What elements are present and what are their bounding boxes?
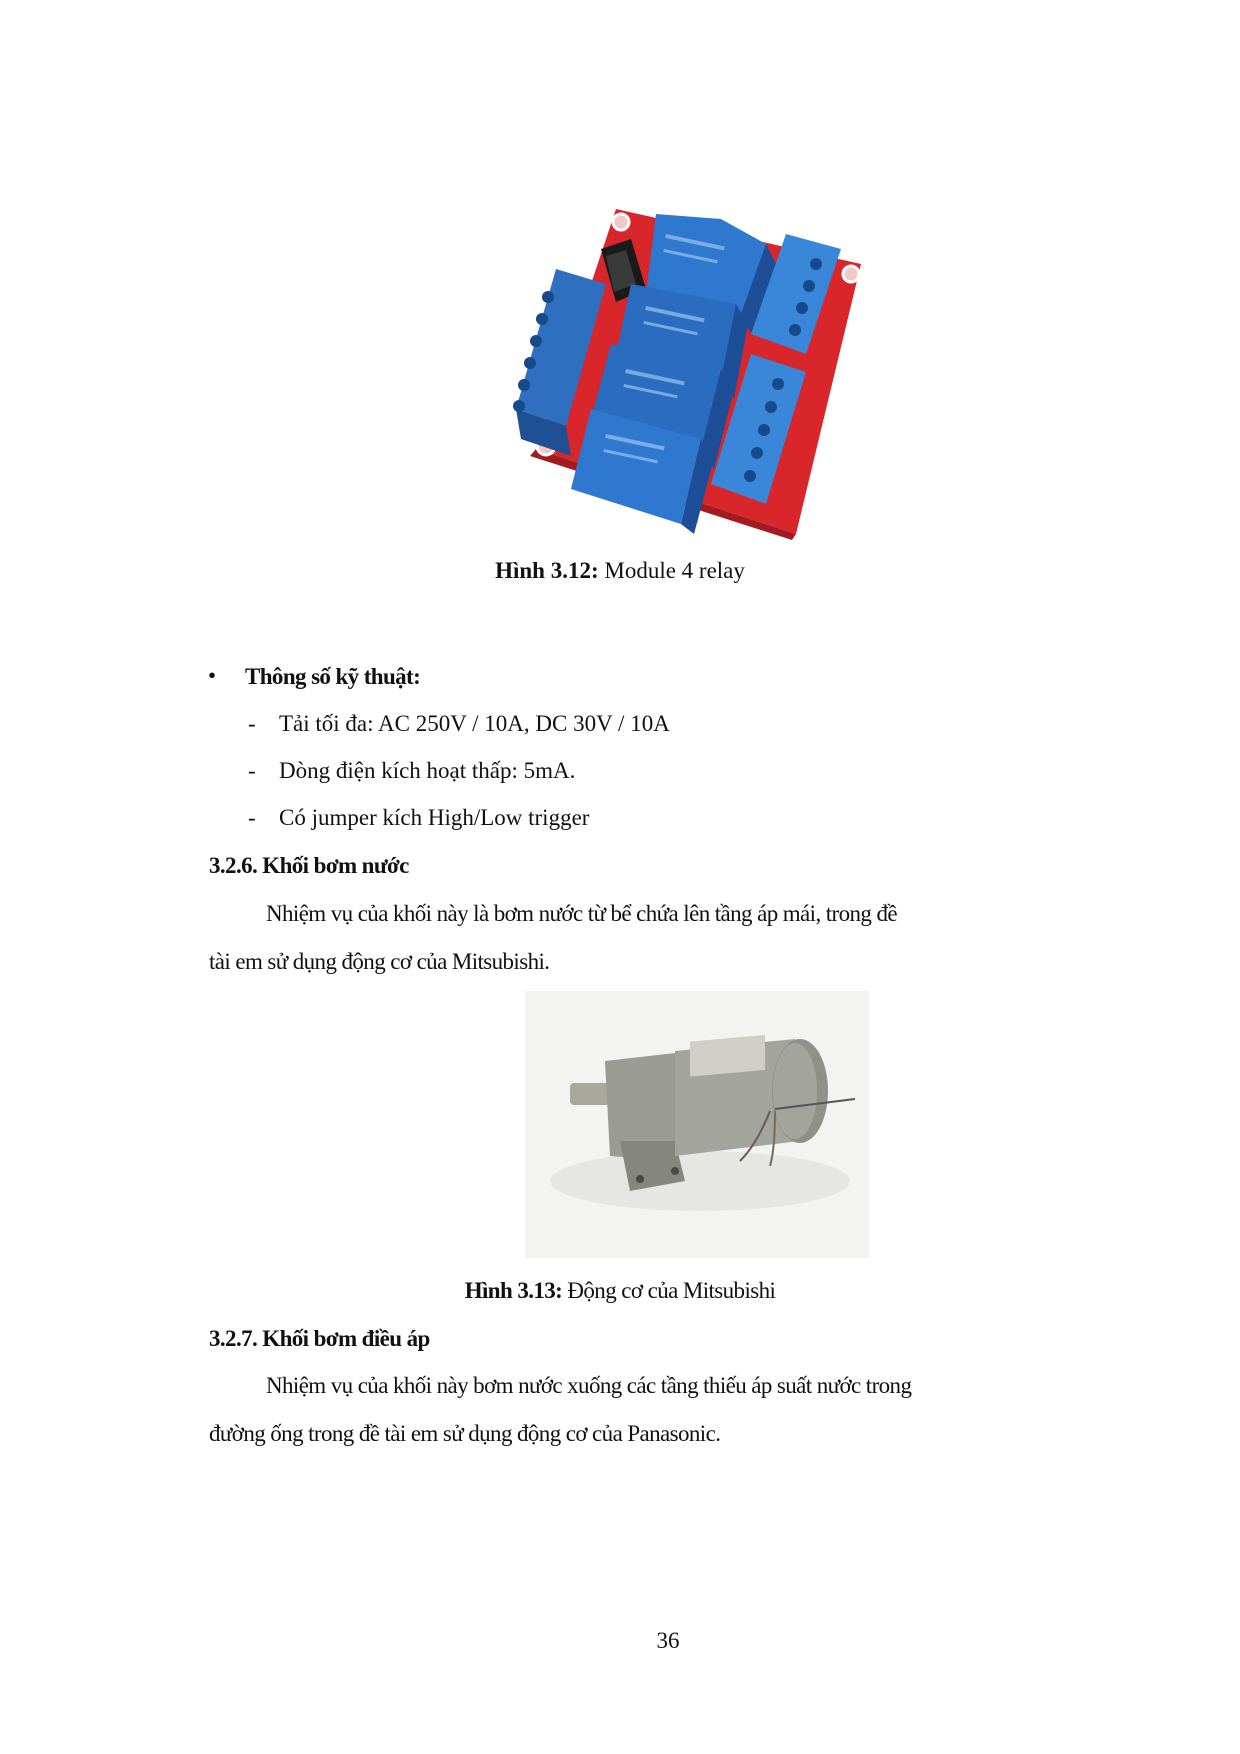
dash-marker: - — [248, 758, 256, 783]
motor-illustration — [525, 991, 869, 1258]
figure-caption-3-12 — [0, 558, 1240, 584]
spec-item-jumper: Có jumper kích High/Low trigger — [279, 805, 590, 830]
section-heading-3-2-6: 3.2.6. Khối bơm nước — [209, 853, 409, 878]
figure-label: Hình 3.12: — [495, 558, 599, 583]
figure-caption-text: Module 4 relay — [598, 558, 745, 583]
relay-module-illustration — [496, 194, 866, 540]
page-number: 36 — [656, 1628, 680, 1653]
spec-item-trigger-current: Dòng điện kích hoạt thấp: 5mA. — [279, 758, 576, 783]
specs-heading: Thông số kỹ thuật: — [245, 664, 421, 689]
dash-marker: - — [248, 711, 256, 736]
spec-item-max-load: Tải tối đa: AC 250V / 10A, DC 30V / 10A — [279, 711, 670, 736]
figure-label: Hình 3.13: — [464, 1278, 563, 1303]
section-3-2-6-paragraph-line-2: tài em sử dụng động cơ của Mitsubishi. — [209, 949, 550, 974]
section-3-2-6-paragraph-line-1: Nhiệm vụ của khối này là bơm nước từ bể chứa lên tầng áp mái, trong đề — [266, 901, 897, 926]
mitsubishi-motor-image — [525, 991, 869, 1258]
dash-marker: - — [248, 805, 256, 830]
bullet-icon: • — [208, 663, 217, 688]
figure-caption-3-13: Hình 3.13: Động cơ của Mitsubishi — [464, 1278, 776, 1303]
section-3-2-7-paragraph-line-1: Nhiệm vụ của khối này bơm nước xuống các tầng thiếu áp suất nước trong — [266, 1373, 912, 1398]
relay-module-image — [496, 194, 866, 540]
section-3-2-7-paragraph-line-2: đường ống trong đề tài em sử dụng động cơ của Panasonic. — [209, 1421, 721, 1446]
section-heading-3-2-7: 3.2.7. Khối bơm điều áp — [209, 1326, 430, 1351]
